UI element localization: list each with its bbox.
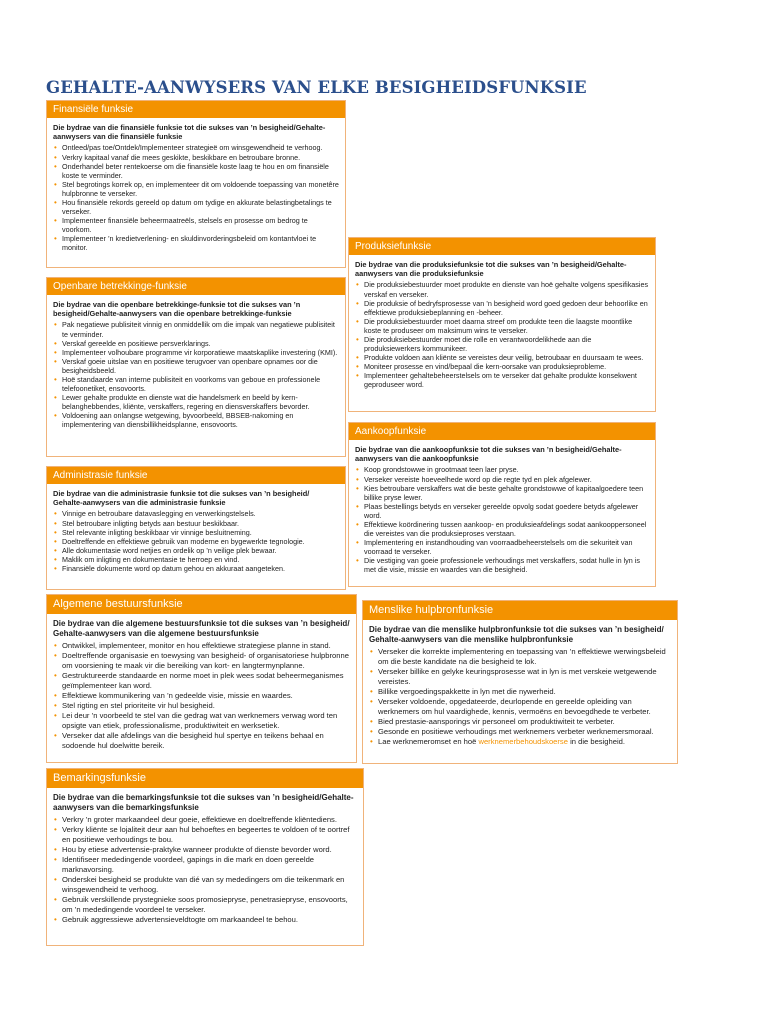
section-list [53, 641, 350, 751]
list-item: • Onderhandel beter rentekoerse om die finansiële koste laag te hou en om finansiële koste te verminder. [54, 161, 329, 180]
list-item: • Kies betroubare verskaffers wat die beste gehalte grondstowwe of kapitaalgoedere teen billike pryse lewer. [356, 483, 644, 502]
bullet-icon: • [356, 280, 359, 290]
list-item: • Stel begrotings korrek op, en implementeer dit om voldoende toepassing van monetêre hulpbronne te verseker. [54, 179, 339, 198]
bullet-icon: • [54, 875, 57, 884]
bullet-icon: • [370, 697, 373, 706]
bullet-icon: • [54, 691, 57, 700]
section-list [53, 815, 357, 925]
section-list [53, 320, 339, 429]
bullet-icon: • [54, 518, 57, 528]
section-administrasie [46, 466, 346, 590]
list-item: • Voldoening aan onlangse wetgewing, byvoorbeeld, BBSEB-nakoming en implementering van diensbillikheidsplanne, ensovoorts. [54, 411, 294, 430]
list-item: • Maklik om inligting en dokumentasie te herroep en vind. [54, 554, 240, 564]
section-intro: Die bydrae van die aankoopfunksie tot die sukses van ’n besigheid/Gehalte-aanwysers van die aankoopfunksie [355, 445, 622, 464]
list-item: • Identifiseer mededingende voordeel, gapings in die mark en doen gereelde marknavorsing. [54, 855, 315, 874]
list-item: • Hou by etiese advertensie-praktyke wanneer produkte of dienste bevorder word. [54, 845, 332, 854]
bullet-icon: • [356, 474, 359, 484]
bullet-icon: • [356, 362, 359, 372]
highlight-term: werknemerbehoudskoerse [478, 737, 568, 746]
bullet-icon: • [54, 216, 57, 226]
list-item: • Finansiële dokumente word op datum gehou en akkuraat aangeteken. [54, 563, 285, 573]
bullet-icon: • [54, 915, 57, 924]
page-title: GEHALTE-AANWYSERS VAN ELKE BESIGHEIDSFUNKSIE [46, 78, 587, 97]
bullet-icon: • [54, 855, 57, 864]
bullet-icon: • [54, 152, 57, 162]
list-item: • Verseker billike en gelyke keuringsprosesse wat in lyn is met verskeie wetgewende vereistes. [370, 667, 657, 686]
bullet-icon: • [370, 737, 373, 746]
section-list [355, 465, 649, 574]
list-item: • Hoë standaarde van interne publisiteit en voorkoms van geboue en professionele telefoonetiket, ensovoorts. [54, 374, 321, 394]
list-item: • Hou finansiële rekords gereeld op datum om tydige en akkurate belastingbetalings te verseker. [54, 197, 332, 217]
bullet-icon: • [356, 298, 359, 308]
bullet-icon: • [356, 316, 359, 326]
list-item: • Doeltreffende organisasie en toewysing van besigheid- of organisatoriese hulpbronne om voorsiening te maak vir die bereiking van kort- en langtermynplanne. [54, 651, 349, 670]
bullet-icon: • [54, 545, 57, 555]
list-item: • Plaas bestellings betyds en verseker gereelde opvolg sodat goedere betyds afgelewer word. [356, 501, 639, 520]
list-item: • Implementeer volhoubare programme vir korporatiewe maatskaplike investering (KMI). [54, 347, 338, 357]
bullet-icon: • [54, 671, 57, 680]
bullet-icon: • [54, 197, 57, 207]
bullet-icon: • [54, 701, 57, 710]
list-item: • Bied prestasie-aansporings vir personeel om produktiwiteit te verbeter. [370, 717, 615, 726]
bullet-icon: • [54, 161, 57, 171]
list-item: • Alle dokumentasie word netjies en ordelik op ’n veilige plek bewaar. [54, 545, 277, 555]
bullet-icon: • [54, 338, 57, 348]
section-finansieel [46, 100, 346, 268]
bullet-icon: • [54, 393, 57, 403]
section-openbare [46, 277, 346, 457]
list-item: • Stel relevante inligting beskikbaar vir vinnige besluitneming. [54, 527, 252, 537]
bullet-icon: • [54, 509, 57, 519]
section-intro: Die bydrae van die produksiefunksie tot die sukses van ’n besigheid/Gehalte-aanwysers van die produksiefunksie [355, 260, 627, 279]
section-intro: Die bydrae van die openbare betrekkinge-funksie tot die sukses van ’n besigheid/Gehalte-aanwysers van die openbare betrekkinge-funksie [53, 300, 301, 319]
bullet-icon: • [370, 647, 373, 656]
list-item: • Koop grondstowwe in grootmaat teen laer pryse. [356, 465, 519, 475]
list-item: • Verseker dat alle afdelings van die besigheid hul spertye en teikens behaal en sodoende hul doelwitte bereik. [54, 731, 324, 750]
list-item: • Verskaf goeie uitslae van en positiewe terugvoer van openbare opnames oor die besigheidsbeeld. [54, 356, 318, 375]
bullet-icon: • [370, 717, 373, 726]
bullet-icon: • [356, 465, 359, 475]
section-intro: Die bydrae van die menslike hulpbronfunksie tot die sukses van ’n besigheid/ Gehalte-aanwysers van die menslike hulpbronfunksie [369, 625, 664, 644]
section-produksie [348, 237, 656, 412]
bullet-icon: • [54, 563, 57, 573]
list-item: • Verskaf gereelde en positiewe persverklarings. [54, 338, 211, 348]
bullet-icon: • [54, 347, 57, 357]
section-intro: Die bydrae van die finansiële funksie tot die sukses van ’n besigheid/Gehalte-aanwysers van die finansiële funksie [53, 123, 326, 142]
list-item: • Verseker vereiste hoeveelhede word op die regte tyd en plek afgelewer. [356, 474, 592, 484]
bullet-icon: • [54, 356, 57, 366]
bullet-icon: • [54, 895, 57, 904]
section-list [369, 647, 671, 747]
bullet-icon: • [54, 641, 57, 650]
bullet-icon: • [54, 711, 57, 720]
list-item: • Effektiewe koördinering tussen aankoop- en produksieafdelings sodat aankooppersoneel die vereistes van die produksieproses verstaan. [356, 519, 647, 539]
section-heading: Aankoopfunksie [349, 423, 655, 440]
section-intro: Die bydrae van die algemene bestuursfunksie tot die sukses van ’n besigheid/ Gehalte-aanwysers van die algemene bestuursfunksie [53, 619, 350, 638]
list-item: • Verseker voldoende, opgedateerde, deurlopende en gereelde opleiding van werknemers om hul vaardighede, kennis, vermoëns en bevoegdhede te verbeter. [370, 697, 651, 716]
section-heading: Produksiefunksie [349, 238, 655, 255]
section-heading: Menslike hulpbronfunksie [363, 601, 677, 620]
list-item: • Lewer gehalte produkte en dienste wat die handelsmerk en beeld by kern-belanghebbendes, kliënte, verskaffers, regering en diensverskaffers bevorder. [54, 393, 310, 412]
section-intro: Die bydrae van die administrasie funksie tot die sukses van ’n besigheid/ Gehalte-aanwysers van die administrasie funksie [53, 489, 310, 508]
list-item: • Pak negatiewe publisiteit vinnig en onmiddellik om die impak van negatiewe publisiteit te verminder. [54, 320, 335, 339]
bullet-icon: • [356, 334, 359, 344]
list-item: • Die vestiging van goeie professionele verhoudings met verskaffers, sodat hulle in lyn is met die visie, missie en waardes van die besigheid. [356, 556, 640, 575]
list-item: • Stel rigting en stel prioriteite vir hul besigheid. [54, 701, 215, 710]
section-menslike [362, 600, 678, 764]
section-aankoop [348, 422, 656, 587]
bullet-icon: • [356, 519, 359, 529]
list-item: • Die produksie of bedryfsprosesse van ’n besigheid word goed gedoen deur behoorlike en effektiewe produksiebeplanning en -beheer. [356, 298, 648, 317]
list-item: • Verkry kapitaal vanaf die mees geskikte, beskikbare en betroubare bronne. [54, 152, 301, 162]
bullet-icon: • [54, 815, 57, 824]
bullet-icon: • [54, 651, 57, 660]
list-item: • Gestruktureerde standaarde en norme moet in plek wees sodat beheermeganismes geïmplementeer kan word. [54, 671, 344, 690]
list-item: • Die produksiebestuurder moet die rolle en verantwoordelikhede aan die produksiewerkers kommunikeer. [356, 334, 592, 354]
bullet-icon: • [356, 538, 359, 548]
list-item: • Vinnige en betroubare datavaslegging en verwerkingstelsels. [54, 509, 256, 519]
section-heading: Algemene bestuursfunksie [47, 595, 356, 614]
section-heading: Bemarkingsfunksie [47, 769, 363, 788]
section-bemarking [46, 768, 364, 946]
section-algemene [46, 594, 357, 763]
list-item: • Billike vergoedingspakkette in lyn met die nywerheid. [370, 687, 556, 696]
list-item: • Die produksiebestuurder moet produkte en dienste van hoë gehalte volgens spesifikasies verskaf en verseker. [356, 280, 649, 299]
bullet-icon: • [54, 374, 57, 384]
list-item: • Implementering en instandhouding van voorraadbeheerstelsels om die sekuriteit van voorraad te verseker. [356, 538, 633, 557]
bullet-icon: • [370, 687, 373, 696]
list-item: • Onderskei besigheid se produkte van dié van sy mededingers om die teikenmark en winsgewendheid te verhoog. [54, 875, 345, 894]
section-list [355, 280, 649, 389]
list-item: • Ontwikkel, implementeer, monitor en hou effektiewe strategiese planne in stand. [54, 641, 331, 650]
bullet-icon: • [54, 320, 57, 330]
list-item: • Implementeer gehaltebeheerstelsels om te verseker dat gehalte produkte konsekwent geproduseer word. [356, 371, 637, 390]
list-item: • Produkte voldoen aan kliënte se vereistes deur veilig, betroubaar en duursaam te wees. [356, 353, 644, 363]
bullet-icon: • [54, 179, 57, 189]
list-item: • Implementeer ’n kredietverlening- en skuldinvorderingsbeleid om kontantvloei te monitor. [54, 234, 317, 253]
bullet-icon: • [54, 234, 57, 244]
list-item: • Lae werknemeromset en hoë werknemerbehoudskoerse in die besigheid. [370, 737, 625, 746]
list-item: • Stel betroubare inligting betyds aan bestuur beskikbaar. [54, 518, 240, 528]
bullet-icon: • [356, 353, 359, 363]
bullet-icon: • [54, 845, 57, 854]
bullet-icon: • [54, 527, 57, 537]
section-list [53, 143, 339, 252]
bullet-icon: • [54, 143, 57, 153]
section-heading: Finansiële funksie [47, 101, 345, 118]
list-item: • Gebruik aggressiewe advertensieveldtogte om markaandeel te behou. [54, 915, 298, 924]
bullet-icon: • [370, 727, 373, 736]
list-item: • Gebruik verskillende prystegnieke soos promosiepryse, penetrasiepryse, ensovoorts, om ’n mededingende voordeel te verseker. [54, 895, 348, 914]
list-item: • Implementeer finansiële beheermaatreëls, stelsels en prosesse om bedrog te voorkom. [54, 216, 308, 235]
section-heading: Administrasie funksie [47, 467, 345, 484]
list-item: • Lei deur ’n voorbeeld te stel van die gedrag wat van werknemers verwag word ten opsigte van etiek, professionalisme, produktiwiteit en werksetiek. [54, 711, 338, 730]
list-item: • Die produksiebestuurder moet daarna streef om produkte teen die laagste moontlike koste te produseer om maksimum wins te verseker. [356, 316, 633, 335]
list-item: • Ontleed/pas toe/Ontdek/Implementeer strategieë om winsgewendheid te verhoog. [54, 143, 323, 153]
list-item: • Gesonde en positiewe verhoudings met werknemers verbeter werknemersmoraal. [370, 727, 654, 736]
list-item: • Effektiewe kommunikering van ’n gedeelde visie, missie en waardes. [54, 691, 293, 700]
list-item: • Moniteer prosesse en vind/bepaal die kern-oorsake van produksieprobleme. [356, 362, 607, 372]
section-list [53, 509, 339, 573]
bullet-icon: • [356, 501, 359, 511]
bullet-icon: • [356, 371, 359, 381]
bullet-icon: • [356, 556, 359, 566]
list-item: • Verkry ’n groter markaandeel deur goeie, effektiewe en doeltreffende kliëntediens. [54, 815, 337, 824]
section-heading: Openbare betrekkinge-funksie [47, 278, 345, 295]
list-item: • Verseker die korrekte implementering en toepassing van ’n effektiewe werwingsbeleid om die beste kandidate na die besigheid te lok. [370, 647, 666, 666]
bullet-icon: • [356, 483, 359, 493]
bullet-icon: • [54, 731, 57, 740]
bullet-icon: • [54, 554, 57, 564]
bullet-icon: • [370, 667, 373, 676]
bullet-icon: • [54, 536, 57, 546]
section-intro: Die bydrae van die bemarkingsfunksie tot die sukses van ’n besigheid/Gehalte-aanwysers van die bemarkingsfunksie [53, 793, 354, 812]
bullet-icon: • [54, 411, 57, 421]
bullet-icon: • [54, 825, 57, 834]
list-item: • Verkry kliënte se lojaliteit deur aan hul behoeftes en begeertes te voldoen of te oortref en positiewe verhoudings te bou. [54, 825, 350, 844]
list-item: • Doeltreffende en effektiewe gebruik van moderne en bygewerkte tegnologie. [54, 536, 305, 546]
